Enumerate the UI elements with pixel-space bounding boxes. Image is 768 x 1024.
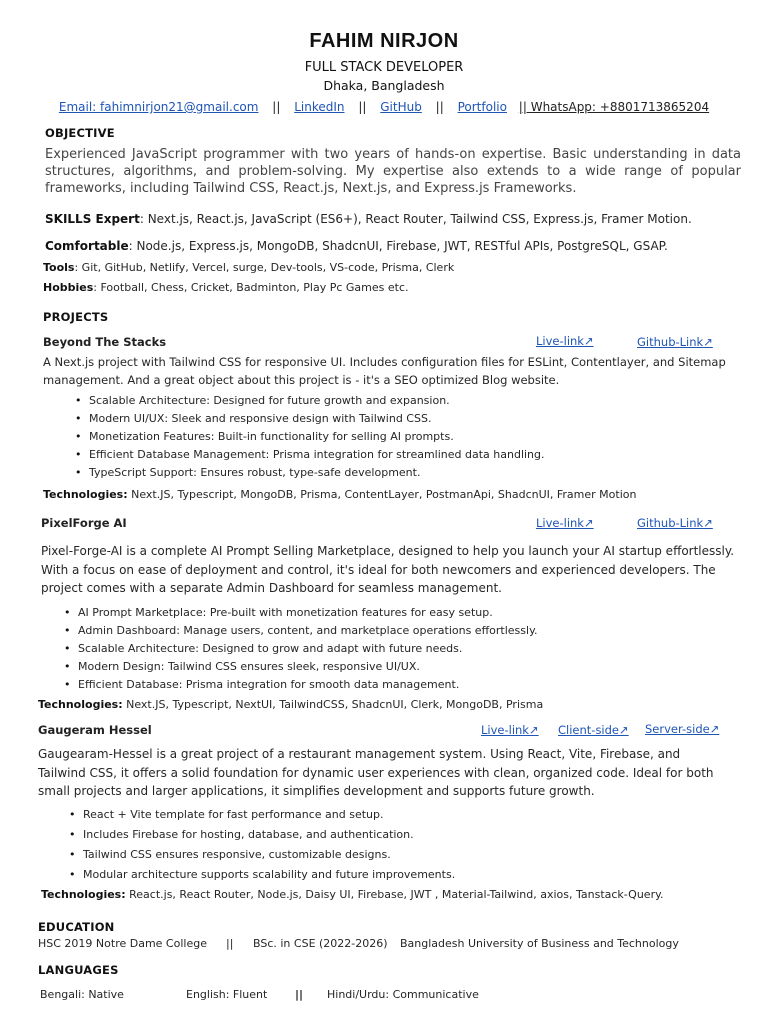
contact-line	[0, 100, 768, 114]
projects-heading: PROJECTS	[43, 310, 109, 324]
project-live-link[interactable]: Live-link↗	[536, 334, 594, 348]
languages-heading: LANGUAGES	[38, 963, 119, 977]
project-technologies	[43, 488, 636, 501]
list-item: • Monetization Features: Built-in functionality for selling AI prompts.	[73, 428, 545, 446]
technologies-label: Technologies:	[38, 698, 123, 711]
list-item: • Tailwind CSS ensures responsive, customizable designs.	[67, 845, 455, 865]
project-title: Beyond The Stacks	[43, 335, 167, 349]
technologies-list: Next.JS, Typescript, MongoDB, Prisma, ContentLayer, PostmanApi, ShadcnUI, Framer Motion	[127, 488, 637, 501]
project-client-side-link[interactable]: Client-side↗	[558, 723, 629, 737]
list-item: • TypeScript Support: Ensures robust, type-safe development.	[73, 464, 545, 482]
linkedin-link[interactable]: LinkedIn	[294, 100, 345, 114]
project-title: PixelForge AI	[41, 516, 127, 530]
list-item: • Admin Dashboard: Manage users, content, and marketplace operations effortlessly.	[62, 622, 538, 640]
objective-text: Experienced JavaScript programmer with two years of hands-on expertise. Basic understanding in data structures, algorithms, and problem-solving. My expertise also extends to a wide range of popular frameworks, including Tailwind CSS, React.js, Next.js, and Express.js Frameworks.	[45, 147, 741, 196]
project-description: Pixel-Forge-AI is a complete AI Prompt Selling Marketplace, designed to help you launch your AI startup effortlessly. With a focus on ease of deployment and control, it's ideal for both newcomers and experienced developers. The project comes with a separate Admin Dashboard for seamless management.	[41, 544, 735, 595]
education-heading: EDUCATION	[38, 920, 115, 934]
skills-comfortable-label: Comfortable	[45, 239, 129, 253]
email-link[interactable]: Email: fahimnirjon21@gmail.com	[58, 100, 259, 114]
list-item: • Efficient Database Management: Prisma integration for streamlined data handling.	[73, 446, 545, 464]
candidate-name: FAHIM NIRJON	[309, 30, 459, 52]
project-feature-list	[73, 392, 545, 482]
skills-hobbies-list: : Football, Chess, Cricket, Badminton, Play Pc Games etc.	[93, 281, 409, 294]
project-technologies	[38, 698, 543, 711]
skills-tools-list: : Git, GitHub, Netlify, Vercel, surge, Dev-tools, VS-code, Prisma, Clerk	[74, 261, 455, 274]
list-item: • Modular architecture supports scalability and future improvements.	[67, 865, 455, 885]
project-feature-list	[67, 805, 455, 885]
candidate-role: FULL STACK DEVELOPER	[304, 60, 464, 75]
project-title: Gaugeram Hessel	[38, 723, 152, 737]
list-item: • AI Prompt Marketplace: Pre-built with monetization features for easy setup.	[62, 604, 538, 622]
project-description: A Next.js project with Tailwind CSS for responsive UI. Includes configuration files for ESLint, Contentlayer, and Sitemap management. And a great object about this project is - it's a SEO optimized Blog website.	[43, 355, 726, 387]
skills-hobbies-label: Hobbies	[43, 281, 94, 294]
language-english: English: Fluent	[186, 988, 268, 1001]
list-item: • Efficient Database: Prisma integration for smooth data management.	[62, 676, 538, 694]
contact-separator: ||	[272, 100, 281, 114]
language-bengali: Bengali: Native	[40, 988, 124, 1001]
education-university: Bangladesh University of Business and Technology	[400, 937, 679, 950]
project-live-link[interactable]: Live-link↗	[536, 516, 594, 530]
list-item: • Scalable Architecture: Designed for future growth and expansion.	[73, 392, 545, 410]
project-feature-list	[62, 604, 538, 694]
project-live-link[interactable]: Live-link↗	[481, 723, 539, 737]
portfolio-link[interactable]: Portfolio	[457, 100, 507, 114]
technologies-list: React.js, React Router, Node.js, Daisy UI, Firebase, JWT , Material-Tailwind, axios, Tanstack-Query.	[125, 888, 664, 901]
objective-heading: OBJECTIVE	[45, 126, 115, 140]
whatsapp-contact: || WhatsApp: +8801713865204	[518, 100, 710, 114]
project-technologies	[41, 888, 664, 901]
education-hsc: HSC 2019 Notre Dame College	[38, 937, 207, 950]
contact-separator: ||	[358, 100, 367, 114]
candidate-location: Dhaka, Bangladesh	[323, 78, 445, 93]
skills-comfortable	[45, 239, 668, 253]
github-link[interactable]: GitHub	[380, 100, 422, 114]
technologies-list: Next.JS, Typescript, NextUI, TailwindCSS, ShadcnUI, Clerk, MongoDB, Prisma	[122, 698, 544, 711]
education-bsc: BSc. in CSE (2022-2026)	[253, 937, 388, 950]
list-item: • Scalable Architecture: Designed to grow and adapt with future needs.	[62, 640, 538, 658]
education-separator: ||	[226, 937, 234, 950]
project-description: Gaugearam-Hessel is a great project of a restaurant management system. Using React, Vite, Firebase, and Tailwind CSS, it offers a solid foundation for dynamic user experiences with clean, organized code. Ideal for both small projects and larger applications, it simplifies development and supports future growth.	[38, 747, 714, 798]
skills-expert	[45, 212, 692, 226]
technologies-label: Technologies:	[41, 888, 126, 901]
skills-hobbies	[43, 281, 409, 294]
skills-expert-list: : Next.js, React.js, JavaScript (ES6+), React Router, Tailwind CSS, Express.js, Framer Motion.	[139, 212, 692, 226]
skills-expert-label: SKILLS Expert	[45, 212, 140, 226]
project-server-side-link[interactable]: Server-side↗	[645, 722, 720, 736]
skills-tools	[43, 261, 454, 274]
skills-tools-label: Tools	[43, 261, 75, 274]
list-item: • Modern UI/UX: Sleek and responsive design with Tailwind CSS.	[73, 410, 545, 428]
technologies-label: Technologies:	[43, 488, 128, 501]
language-hindi-urdu: Hindi/Urdu: Communicative	[327, 988, 479, 1001]
list-item: • React + Vite template for fast performance and setup.	[67, 805, 455, 825]
skills-comfortable-list: : Node.js, Express.js, MongoDB, ShadcnUI, Firebase, JWT, RESTful APIs, PostgreSQL, GSAP.	[128, 239, 668, 253]
language-separator: ||	[295, 988, 304, 1001]
project-github-link[interactable]: Github-Link↗	[637, 335, 713, 349]
list-item: • Modern Design: Tailwind CSS ensures sleek, responsive UI/UX.	[62, 658, 538, 676]
project-github-link[interactable]: Github-Link↗	[637, 516, 713, 530]
contact-separator: ||	[435, 100, 444, 114]
list-item: • Includes Firebase for hosting, database, and authentication.	[67, 825, 455, 845]
